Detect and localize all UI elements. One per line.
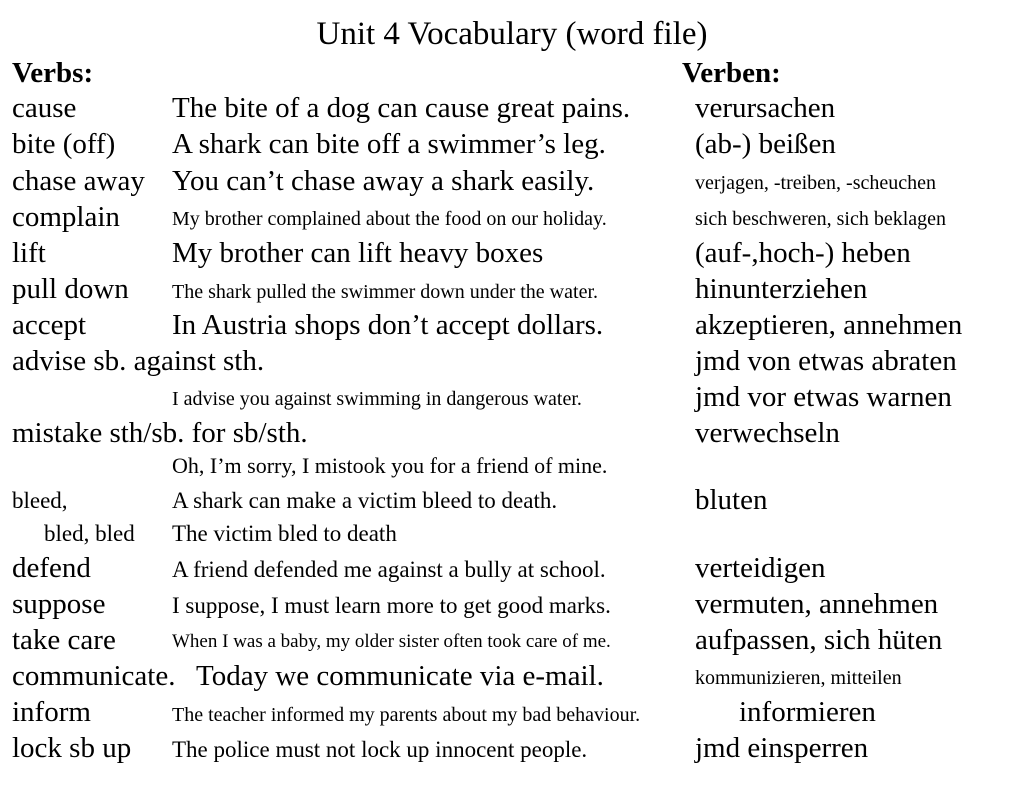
german-translation: verwechseln bbox=[695, 417, 840, 449]
german-translation: informieren bbox=[739, 696, 876, 728]
example-sentence: A shark can make a victim bleed to death. bbox=[172, 488, 558, 513]
example-sentence: The shark pulled the swimmer down under the water. bbox=[172, 281, 598, 303]
example-sentence: Today we communicate via e-mail. bbox=[196, 660, 604, 692]
english-word: bite (off) bbox=[12, 128, 116, 160]
example-sentence: My brother complained about the food on our holiday. bbox=[172, 208, 607, 230]
english-word: suppose bbox=[12, 588, 106, 620]
example-sentence: The teacher informed my parents about my bad behaviour. bbox=[172, 704, 641, 726]
english-word: advise sb. against sth. bbox=[12, 345, 265, 377]
german-translation: (auf-,hoch-) heben bbox=[695, 237, 911, 269]
english-word: cause bbox=[12, 92, 77, 124]
english-word: mistake sth/sb. for sb/sth. bbox=[12, 417, 308, 449]
example-sentence: Oh, I’m sorry, I mistook you for a friend of mine. bbox=[172, 453, 608, 478]
english-word: lift bbox=[12, 237, 46, 269]
english-word: lock sb up bbox=[12, 732, 132, 764]
german-translation: hinunterziehen bbox=[695, 273, 868, 305]
verben-header: Verben: bbox=[682, 57, 781, 89]
english-word: inform bbox=[12, 696, 91, 728]
english-word: take care bbox=[12, 624, 116, 656]
page-title: Unit 4 Vocabulary (word file) bbox=[316, 16, 708, 52]
german-translation: verursachen bbox=[695, 92, 836, 124]
german-translation: kommunizieren, mitteilen bbox=[695, 667, 902, 689]
verbs-header: Verbs: bbox=[12, 57, 94, 89]
example-sentence: My brother can lift heavy boxes bbox=[172, 237, 544, 269]
german-translation: jmd einsperren bbox=[695, 732, 869, 764]
english-word: bleed, bbox=[12, 488, 68, 513]
german-translation: akzeptieren, annehmen bbox=[695, 309, 963, 341]
example-sentence: In Austria shops don’t accept dollars. bbox=[172, 309, 604, 341]
german-translation: aufpassen, sich hüten bbox=[695, 624, 943, 656]
german-translation: jmd von etwas abraten bbox=[695, 345, 957, 377]
german-translation: bluten bbox=[695, 484, 768, 516]
example-sentence: You can’t chase away a shark easily. bbox=[172, 165, 595, 197]
english-word: complain bbox=[12, 201, 120, 233]
german-translation: jmd vor etwas warnen bbox=[695, 381, 952, 413]
german-translation: verteidigen bbox=[695, 552, 826, 584]
example-sentence: The bite of a dog can cause great pains. bbox=[172, 92, 631, 124]
german-translation: (ab-) beißen bbox=[695, 128, 836, 160]
example-sentence: The police must not lock up innocent people. bbox=[172, 737, 588, 762]
english-word: pull down bbox=[12, 273, 129, 305]
example-sentence: I advise you against swimming in dangerous water. bbox=[172, 388, 582, 410]
english-word: communicate. bbox=[12, 660, 176, 692]
german-translation: sich beschweren, sich beklagen bbox=[695, 208, 947, 230]
english-word: accept bbox=[12, 309, 87, 341]
example-sentence: A shark can bite off a swimmer’s leg. bbox=[172, 128, 606, 160]
english-word: defend bbox=[12, 552, 91, 584]
german-translation: verjagen, -treiben, -scheuchen bbox=[695, 172, 936, 194]
english-word: bled, bled bbox=[44, 521, 135, 546]
example-sentence: A friend defended me against a bully at school. bbox=[172, 557, 606, 582]
german-translation: vermuten, annehmen bbox=[695, 588, 939, 620]
english-word: chase away bbox=[12, 165, 145, 197]
example-sentence: I suppose, I must learn more to get good marks. bbox=[172, 593, 611, 618]
example-sentence: When I was a baby, my older sister often took care of me. bbox=[172, 631, 611, 652]
example-sentence: The victim bled to death bbox=[172, 521, 397, 546]
